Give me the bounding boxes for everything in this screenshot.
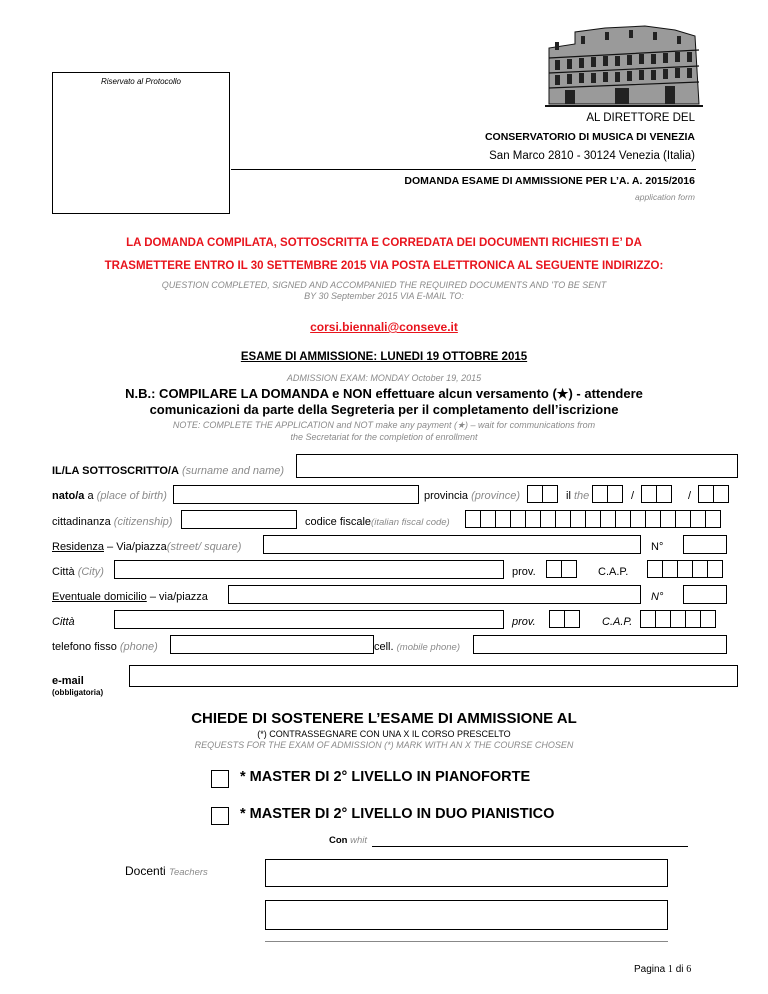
- fiscal-cell[interactable]: [600, 510, 616, 528]
- fiscal-cell[interactable]: [480, 510, 496, 528]
- prov-cell[interactable]: [561, 560, 577, 578]
- fiscal-cell[interactable]: [465, 510, 481, 528]
- city-prov-cells[interactable]: [546, 560, 576, 578]
- protocol-label: Riservato al Protocollo: [100, 77, 182, 86]
- cap-cell[interactable]: [670, 610, 686, 628]
- email-label: e-mail: [52, 675, 84, 687]
- cap-cell[interactable]: [662, 560, 678, 578]
- citizenship-label: cittadinanza (citizenship): [52, 516, 173, 528]
- cap-cell[interactable]: [685, 610, 701, 628]
- nb-line1: N.B.: COMPILARE LA DOMANDA e NON effettuare alcun versamento (★) - attendere: [125, 386, 643, 401]
- request-instruction-en: REQUESTS FOR THE EXAM OF ADMISSION (*) MARK WITH AN X THE COURSE CHOSEN: [194, 740, 574, 750]
- option-pianoforte-checkbox[interactable]: [211, 770, 229, 788]
- undersigned-input[interactable]: [296, 454, 738, 478]
- date-cell[interactable]: [641, 485, 657, 503]
- prov-cell[interactable]: [549, 610, 565, 628]
- birth-year-cells[interactable]: [698, 485, 728, 503]
- domicile-number-input[interactable]: [683, 585, 727, 604]
- teachers-divider: [265, 941, 668, 942]
- birthplace-input[interactable]: [173, 485, 419, 504]
- citizenship-input[interactable]: [181, 510, 297, 529]
- option-duo-label: * MASTER DI 2° LIVELLO IN DUO PIANISTICO: [240, 806, 555, 822]
- fiscal-cell[interactable]: [540, 510, 556, 528]
- notice-en-line1: QUESTION COMPLETED, SIGNED AND ACCOMPANIED THE REQUIRED DOCUMENTS AND 'TO BE SENT: [161, 280, 607, 290]
- nb-line2: comunicazioni da parte della Segreteria per il completamento dell’iscrizione: [149, 402, 619, 417]
- date-cell[interactable]: [713, 485, 729, 503]
- domicile-number-label: N°: [651, 591, 664, 603]
- fiscal-cell[interactable]: [645, 510, 661, 528]
- addressee-line1: AL DIRETTORE DEL: [586, 112, 695, 124]
- fiscal-code-cells[interactable]: [465, 510, 720, 528]
- date-cell[interactable]: [656, 485, 672, 503]
- fiscal-cell[interactable]: [615, 510, 631, 528]
- with-label: Con whit: [329, 835, 368, 846]
- fiscal-cell[interactable]: [675, 510, 691, 528]
- date-cell[interactable]: [607, 485, 623, 503]
- date-cell[interactable]: [698, 485, 714, 503]
- form-title-en: application form: [634, 192, 695, 202]
- city-prov-label: prov.: [512, 566, 536, 578]
- email-input[interactable]: [129, 665, 738, 687]
- notice-en-line2: BY 30 September 2015 VIA E-MAIL TO:: [304, 291, 464, 301]
- fiscal-cell[interactable]: [495, 510, 511, 528]
- prov-cell[interactable]: [564, 610, 580, 628]
- fiscal-cell[interactable]: [510, 510, 526, 528]
- phone-label: telefono fisso (phone): [52, 641, 158, 653]
- addressee-line2: CONSERVATORIO DI MUSICA DI VENEZIA: [484, 131, 695, 143]
- domicile-prov-label: prov.: [512, 616, 536, 628]
- fiscal-cell[interactable]: [570, 510, 586, 528]
- fiscal-cell[interactable]: [660, 510, 676, 528]
- undersigned-label: IL/LA SOTTOSCRITTO/A (surname and name): [52, 465, 285, 477]
- domicile-city-label: Città: [52, 616, 75, 628]
- birth-day-cells[interactable]: [592, 485, 622, 503]
- residence-street-input[interactable]: [263, 535, 641, 554]
- fiscal-cell[interactable]: [585, 510, 601, 528]
- option-pianoforte-label: * MASTER DI 2° LIVELLO IN PIANOFORTE: [240, 769, 531, 785]
- domicile-prov-cells[interactable]: [549, 610, 579, 628]
- city-cap-label: C.A.P.: [598, 566, 629, 578]
- header-divider: [231, 169, 696, 170]
- cap-cell[interactable]: [677, 560, 693, 578]
- with-line[interactable]: [372, 846, 688, 847]
- teacher-input-1[interactable]: [265, 859, 668, 887]
- prov-cell[interactable]: [546, 560, 562, 578]
- city-input[interactable]: [114, 560, 504, 579]
- conservatory-logo: [545, 18, 703, 108]
- protocol-box: [52, 72, 230, 214]
- fiscal-code-label: codice fiscale(italian fiscal code): [305, 516, 450, 528]
- city-label: Città (City): [52, 566, 104, 578]
- mobile-label: cell. (mobile phone): [374, 641, 460, 653]
- request-title: CHIEDE DI SOSTENERE L’ESAME DI AMMISSIONE AL: [191, 710, 577, 727]
- fiscal-cell[interactable]: [525, 510, 541, 528]
- request-instruction: (*) CONTRASSEGNARE CON UNA X IL CORSO PRESCELTO: [257, 729, 511, 739]
- notice-line2: TRASMETTERE ENTRO IL 30 SETTEMBRE 2015 VIA POSTA ELETTRONICA AL SEGUENTE INDIRIZZO:: [104, 260, 664, 272]
- fiscal-cell[interactable]: [630, 510, 646, 528]
- teachers-label: Docenti Teachers: [125, 864, 208, 878]
- residence-number-input[interactable]: [683, 535, 727, 554]
- addressee-line3: San Marco 2810 - 30124 Venezia (Italia): [489, 150, 695, 162]
- fiscal-cell[interactable]: [690, 510, 706, 528]
- fiscal-cell[interactable]: [705, 510, 721, 528]
- domicile-city-input[interactable]: [114, 610, 504, 629]
- fiscal-cell[interactable]: [555, 510, 571, 528]
- domicile-label: Eventuale domicilio – via/piazza: [52, 591, 208, 603]
- city-cap-cells[interactable]: [647, 560, 722, 578]
- cap-cell[interactable]: [647, 560, 663, 578]
- cap-cell[interactable]: [700, 610, 716, 628]
- submission-email-link[interactable]: corsi.biennali@conseve.it: [310, 320, 458, 334]
- residence-label: Residenza – Via/piazza(street/ square): [52, 541, 242, 553]
- option-duo-checkbox[interactable]: [211, 807, 229, 825]
- form-title: DOMANDA ESAME DI AMMISSIONE PER L’A. A. 2015/2016: [404, 175, 695, 187]
- teacher-input-2[interactable]: [265, 900, 668, 930]
- notice-line1: LA DOMANDA COMPILATA, SOTTOSCRITTA E CORREDATA DEI DOCUMENTI RICHIESTI E’ DA: [126, 237, 642, 249]
- date-slash: /: [688, 490, 692, 502]
- province-label: provincia (province): [424, 490, 520, 502]
- exam-date-en: ADMISSION EXAM: MONDAY October 19, 2015: [286, 373, 482, 383]
- birth-month-cells[interactable]: [641, 485, 671, 503]
- note-line2: the Secretariat for the completion of enrollment: [290, 432, 478, 442]
- province-cells[interactable]: [527, 485, 557, 503]
- domicile-cap-cells[interactable]: [640, 610, 715, 628]
- province-cell[interactable]: [542, 485, 558, 503]
- domicile-cap-label: C.A.P.: [602, 616, 633, 628]
- email-required-note: (obbligatoria): [52, 688, 104, 697]
- cap-cell[interactable]: [655, 610, 671, 628]
- date-slash: /: [631, 490, 635, 502]
- cap-cell[interactable]: [640, 610, 656, 628]
- birthdate-label: il the: [566, 490, 590, 502]
- mobile-input[interactable]: [473, 635, 727, 654]
- page-indicator: Pagina 1 di 6: [634, 964, 692, 975]
- residence-number-label: N°: [651, 541, 664, 553]
- birthplace-label: nato/a a (place of birth): [52, 490, 167, 502]
- cap-cell[interactable]: [692, 560, 708, 578]
- phone-input[interactable]: [170, 635, 374, 654]
- domicile-street-input[interactable]: [228, 585, 641, 604]
- date-cell[interactable]: [592, 485, 608, 503]
- exam-date: ESAME DI AMMISSIONE: LUNEDI 19 OTTOBRE 2015: [240, 351, 528, 363]
- cap-cell[interactable]: [707, 560, 723, 578]
- note-line1: NOTE: COMPLETE THE APPLICATION and NOT make any payment (★) – wait for communications from: [172, 420, 596, 430]
- province-cell[interactable]: [527, 485, 543, 503]
